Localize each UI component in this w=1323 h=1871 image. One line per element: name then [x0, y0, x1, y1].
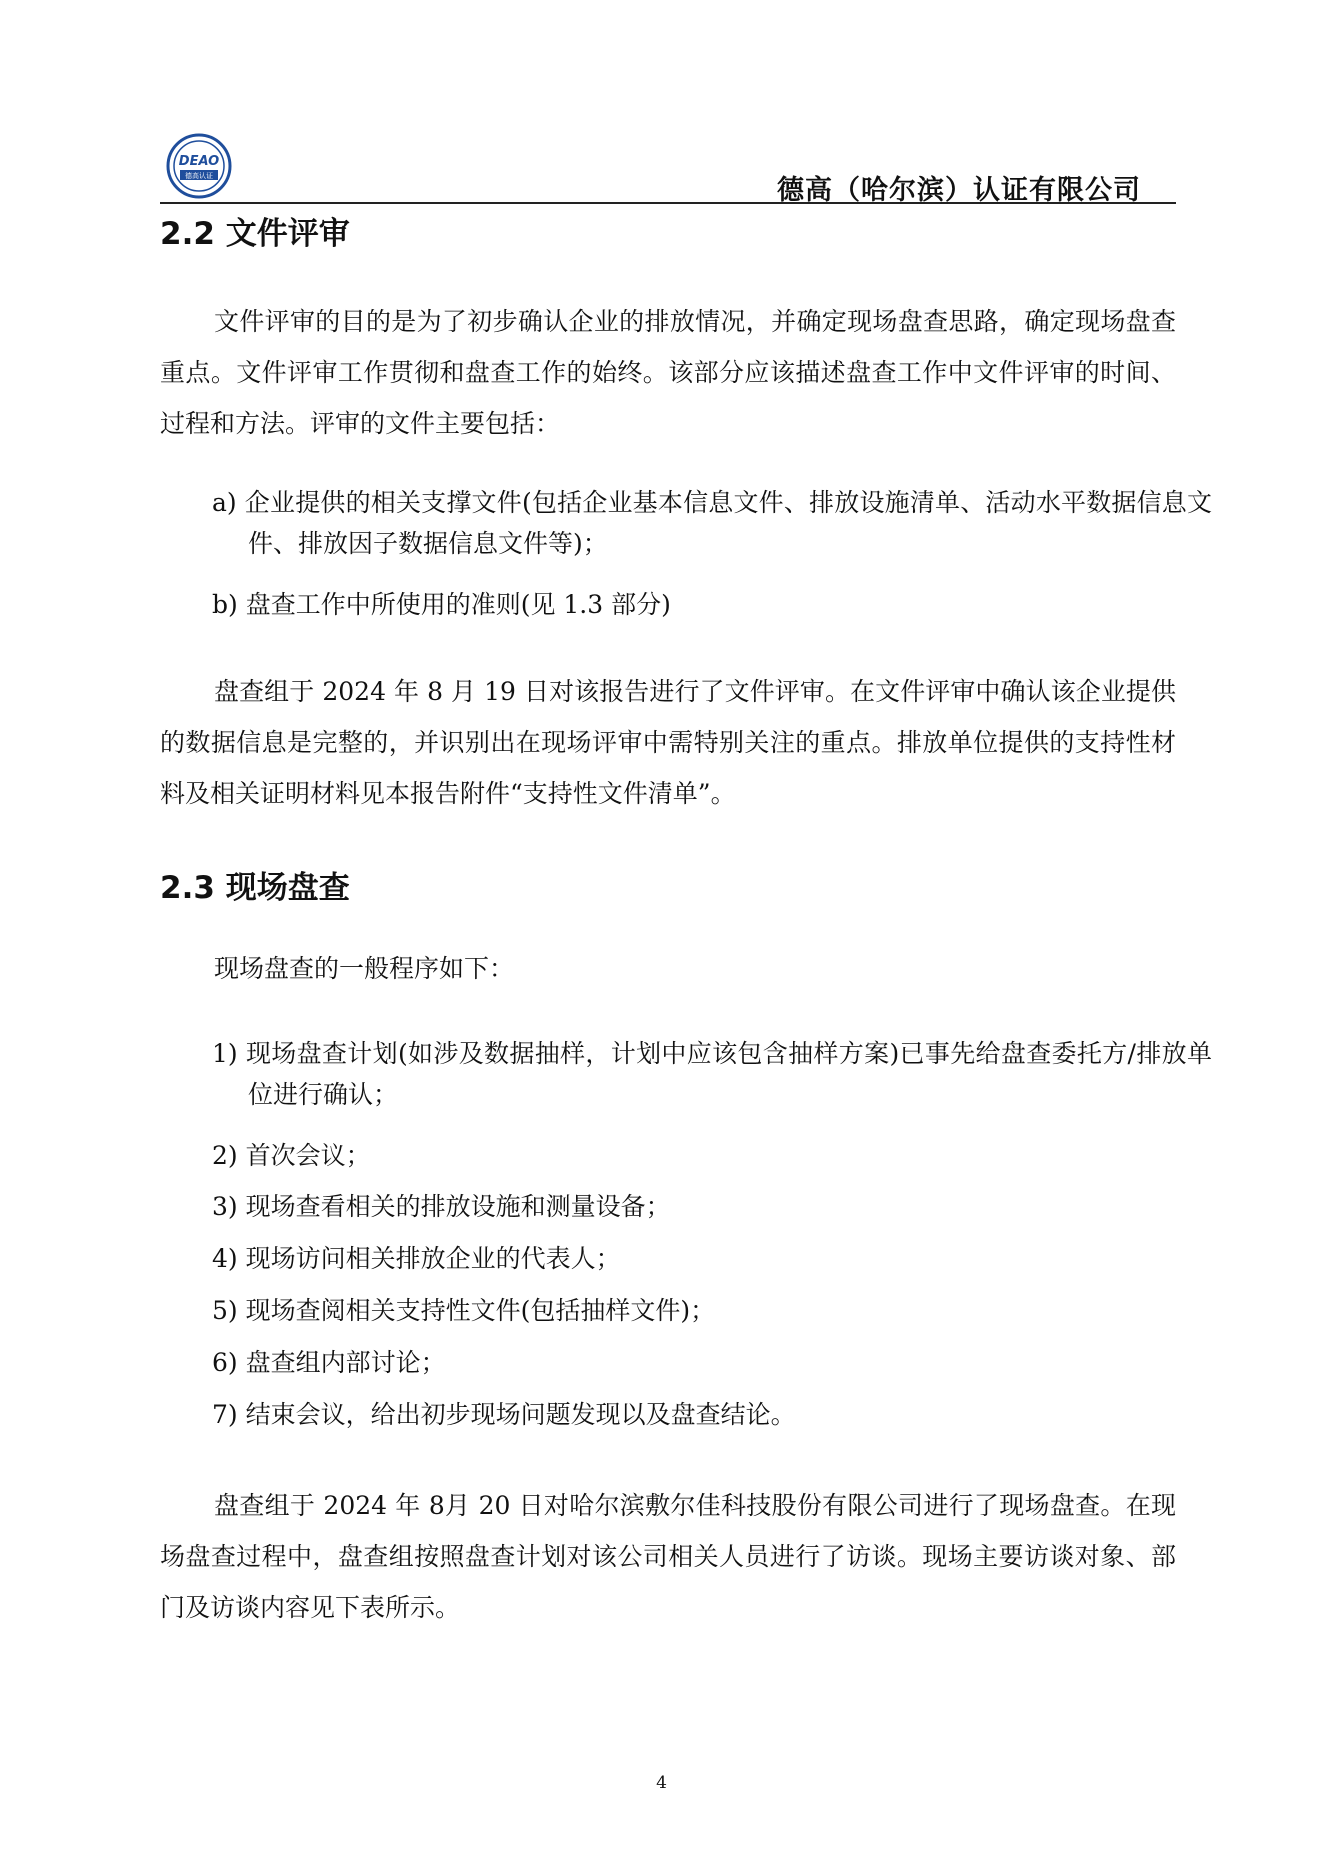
section-2-3-summary: 盘查组于 2024 年 8月 20 日对哈尔滨敷尔佳科技股份有限公司进行了现场盘查。在现场盘查过程中，盘查组按照盘查计划对该公司相关人员进行了访谈。现场主要访谈对象、部门及访谈内容见下表所示。: [160, 1491, 1176, 1622]
procedure-step-5: 5) 现场查阅相关支持性文件(包括抽样文件)；: [212, 1296, 716, 1325]
procedure-step-7: 7) 结束会议，给出初步现场问题发现以及盘查结论。: [212, 1400, 796, 1429]
company-logo: [166, 133, 232, 199]
review-item-b: b) 盘查工作中所使用的准则(见 1.3 部分): [212, 590, 671, 619]
section-2-3-title: 2.3 现场盘查: [160, 870, 350, 906]
procedure-step-1: 1) 现场盘查计划(如涉及数据抽样，计划中应该包含抽样方案)已事先给盘查委托方/排放单位进行确认；: [212, 1039, 1212, 1109]
logo-subtext: 德高认证: [185, 172, 213, 180]
procedure-step-3: 3) 现场查看相关的排放设施和测量设备；: [212, 1192, 671, 1221]
procedure-step-6: 6) 盘查组内部讨论；: [212, 1348, 446, 1377]
company-name: 德高（哈尔滨）认证有限公司: [777, 175, 1141, 206]
section-2-2-intro: 文件评审的目的是为了初步确认企业的排放情况，并确定现场盘查思路，确定现场盘查重点。文件评审工作贯彻和盘查工作的始终。该部分应该描述盘查工作中文件评审的时间、过程和方法。评审的文件主要包括：: [160, 307, 1176, 438]
procedure-step-4: 4) 现场访问相关排放企业的代表人；: [212, 1244, 621, 1273]
section-2-2-summary: 盘查组于 2024 年 8 月 19 日对该报告进行了文件评审。在文件评审中确认该企业提供的数据信息是完整的，并识别出在现场评审中需特别关注的重点。排放单位提供的支持性材料及相关证明材料见本报告附件“支持性文件清单”。: [160, 677, 1176, 808]
section-2-3-intro: 现场盘查的一般程序如下：: [214, 954, 515, 983]
header-divider: [160, 202, 1176, 204]
section-2-2-title: 2.2 文件评审: [160, 216, 350, 252]
review-item-a: a) 企业提供的相关支撑文件(包括企业基本信息文件、排放设施清单、活动水平数据信息文件、排放因子数据信息文件等)；: [212, 488, 1212, 558]
logo-text: DEAO: [178, 154, 220, 169]
page-number: 4: [656, 1773, 667, 1793]
procedure-step-2: 2) 首次会议；: [212, 1141, 371, 1170]
